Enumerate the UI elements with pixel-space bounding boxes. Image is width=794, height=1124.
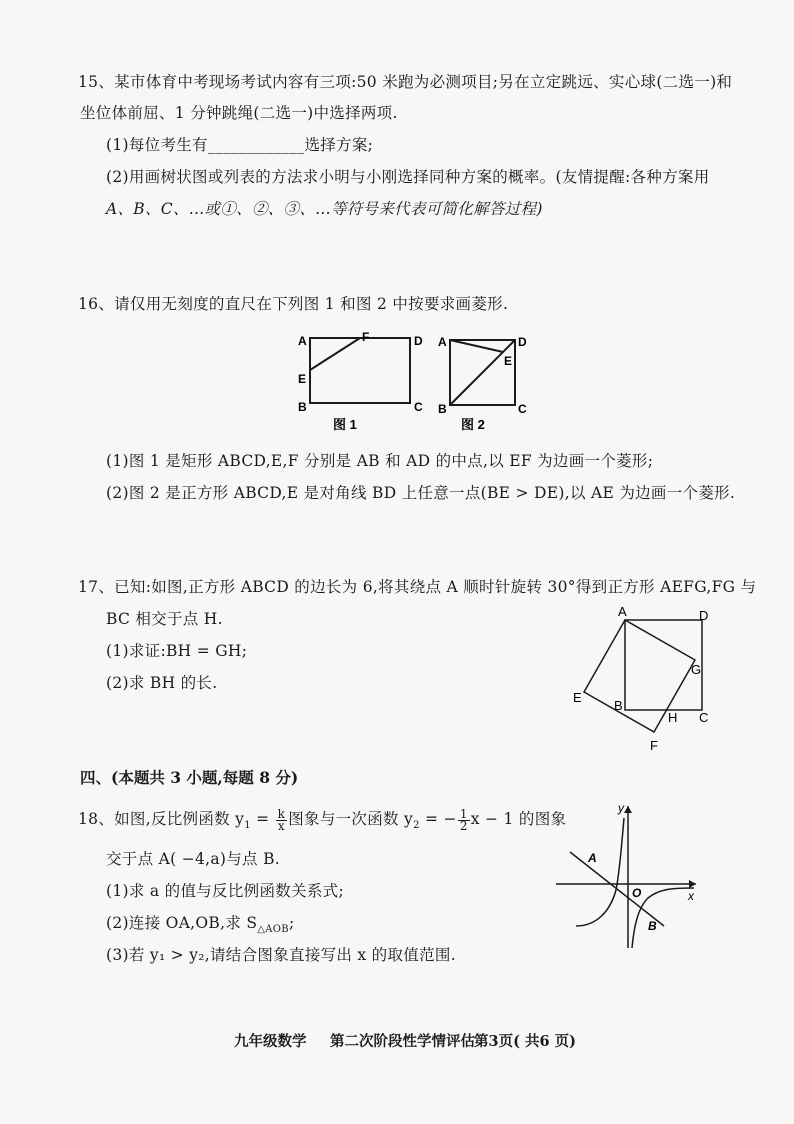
point-b-label: B — [648, 919, 657, 933]
linear-function-line — [570, 852, 664, 926]
q18-part2-text: (2)连接 OA,OB,求 S — [106, 914, 258, 932]
fig2-label-e: E — [504, 354, 513, 368]
fig1-label-c: C — [414, 400, 423, 414]
frac2-denominator: 2 — [459, 818, 468, 833]
q18-eq-2: = − — [419, 810, 457, 828]
q17-figure — [570, 600, 720, 760]
q17-label-g: G — [691, 662, 702, 677]
q18-line1 — [78, 808, 566, 837]
fig2-label-b: B — [438, 402, 447, 416]
q18-text-c: x − 1 的图象 — [470, 810, 567, 828]
fig1-label-e: E — [298, 372, 307, 386]
q15-part1: (1)每位考生有____________选择方案; — [106, 136, 374, 154]
fig1-segment-ef — [310, 338, 360, 370]
fig1-label-d: D — [414, 334, 423, 348]
q18-sub-1: 1 — [244, 820, 251, 832]
q17-label-c: C — [699, 710, 709, 725]
y-axis-label: y — [618, 801, 624, 815]
q16-figures — [290, 328, 535, 438]
q17-label-d: D — [699, 608, 709, 623]
q17-part2: (2)求 BH 的长. — [106, 674, 218, 692]
hyperbola-branch-left — [576, 818, 624, 926]
q16-part2: (2)图 2 是正方形 ABCD,E 是对角线 BD 上任意一点(BE > DE),以 AE 为边画一个菱形. — [106, 484, 736, 502]
q18-fraction-k-over-x — [276, 806, 288, 833]
q17-figure-svg — [570, 600, 720, 760]
point-a-label: A — [588, 851, 597, 865]
q17-label-a: A — [618, 604, 627, 619]
q15-line2: 坐位体前屈、1 分钟跳绳(二选一)中选择两项. — [80, 104, 398, 122]
fig1-caption: 图 1 — [333, 417, 357, 432]
q18-eq-1: = — [250, 810, 275, 828]
q17-part1: (1)求证:BH = GH; — [106, 642, 248, 660]
fig1-label-a: A — [298, 334, 307, 348]
q18-part2 — [106, 912, 294, 941]
q17-label-e: E — [573, 690, 582, 705]
fig2-label-d: D — [518, 335, 527, 349]
y-axis-arrow — [624, 806, 632, 813]
footer-subject: 九年级数学 — [234, 1033, 307, 1050]
q15-part2-line1: (2)用画树状图或列表的方法求小明与小刚选择同种方案的概率。(友情提醒:各种方案用 — [106, 168, 710, 186]
q18-text-a: 18、如图,反比例函数 y — [78, 810, 245, 828]
q18-graph — [556, 800, 706, 950]
q18-graph-svg — [556, 800, 706, 950]
q18-text-b: 图象与一次函数 y — [288, 810, 414, 828]
x-axis-arrow — [689, 880, 696, 888]
q18-part3: (3)若 y₁ > y₂,请结合图象直接写出 x 的取值范围. — [106, 946, 456, 964]
q16-part1: (1)图 1 是矩形 ABCD,E,F 分别是 AB 和 AD 的中点,以 EF 为边画一个菱形; — [106, 452, 654, 470]
q15-part2-line2: A、B、C、…或①、②、③、…等符号来代表可简化解答过程) — [106, 200, 543, 218]
q17-label-b: B — [614, 698, 623, 713]
q18-line2: 交于点 A( −4,a)与点 B. — [106, 850, 281, 868]
section-4-heading: 四、(本题共 3 小题,每题 8 分) — [80, 768, 299, 787]
square-aefg — [584, 620, 695, 732]
x-axis-label: x — [688, 889, 694, 903]
frac1-numerator: k — [277, 806, 286, 821]
q17-line2: BC 相交于点 H. — [106, 610, 223, 628]
q18-sub-2: 2 — [413, 820, 420, 832]
fig1-rectangle — [310, 338, 410, 403]
q18-part1: (1)求 a 的值与反比例函数关系式; — [106, 882, 344, 900]
fig1-label-b: B — [298, 400, 307, 414]
footer-exam: 第二次阶段性学情评估 — [330, 1033, 475, 1050]
frac2-numerator: 1 — [459, 806, 468, 821]
fig2-label-a: A — [438, 335, 447, 349]
q15-line1: 15、某市体育中考现场考试内容有三项:50 米跑为必测项目;另在立定跳远、实心球(二选一)和 — [78, 73, 733, 91]
q17-label-f: F — [650, 738, 658, 753]
q18-part2-sub: △AOB — [257, 924, 289, 936]
fig1-label-f: F — [362, 330, 370, 344]
q18-part2-end: ; — [288, 914, 295, 932]
q16-line1: 16、请仅用无刻度的直尺在下列图 1 和图 2 中按要求画菱形. — [78, 295, 509, 313]
fig2-segment-ae — [450, 340, 503, 352]
origin-label: O — [632, 886, 642, 900]
fig2-caption: 图 2 — [461, 417, 485, 432]
q16-figures-svg — [290, 328, 535, 438]
q18-fraction-half — [458, 806, 470, 833]
fig2-diagonal-bd — [450, 340, 515, 405]
frac1-denominator: x — [277, 818, 285, 833]
q17-label-h: H — [668, 710, 678, 725]
footer-page-number: 第3页( 共6 页) — [474, 1033, 576, 1050]
q17-line1: 17、已知:如图,正方形 ABCD 的边长为 6,将其绕点 A 顺时针旋转 30°得到正方形 AEFG,FG 与 — [78, 578, 757, 596]
fig2-label-c: C — [518, 402, 527, 416]
